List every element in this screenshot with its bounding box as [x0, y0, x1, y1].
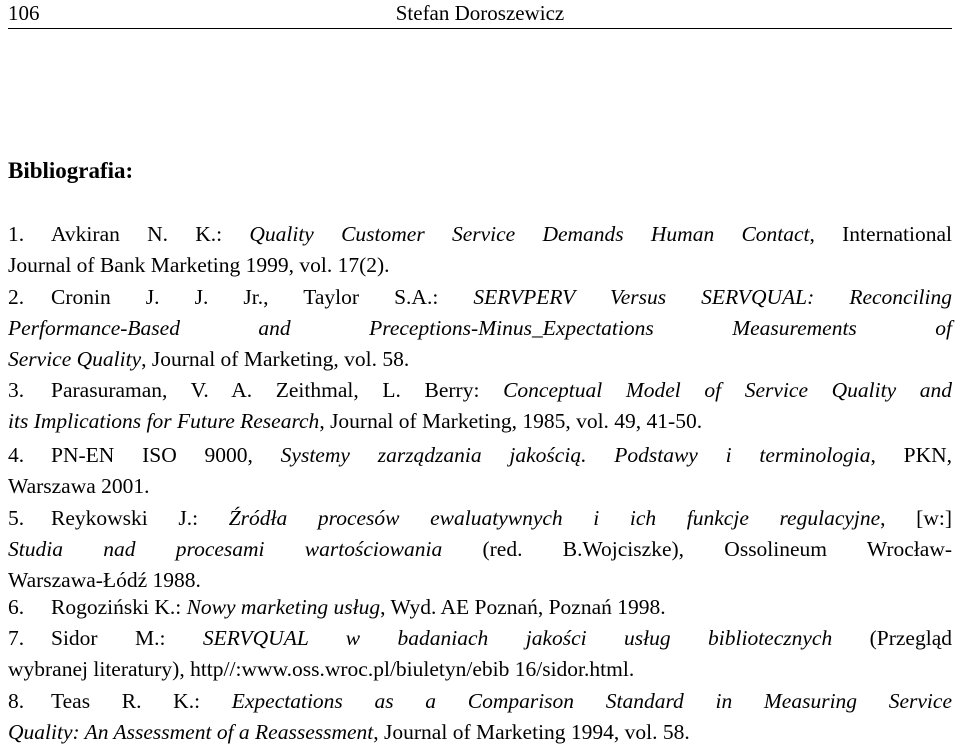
italic-title-text: Conceptual Model of Service Quality and [503, 378, 952, 402]
entry-line [51, 282, 952, 313]
entry-text [8, 686, 952, 748]
entry-text [8, 219, 952, 281]
entry-text-segment: , Journal of Marketing 1994, vol. 58. [373, 720, 690, 744]
entry-line [8, 344, 952, 375]
entry-text-segment: Journal of Bank Marketing 1999, vol. 17(2). [8, 253, 390, 277]
entry-number: 1. [8, 222, 25, 246]
entry-line [8, 654, 952, 685]
entry-line [51, 503, 952, 534]
italic-title-text: Quality Customer Service Demands Human Contact [249, 222, 810, 246]
entry-text [8, 375, 952, 437]
entry-text-segment: Rogoziński K.: [51, 595, 187, 619]
entry-line [51, 686, 952, 717]
italic-title-text: SERVQUAL w badaniach jakości usług bibliotecznych [202, 626, 833, 650]
entry-text [8, 623, 952, 685]
entry-text-segment: wybranej literatury), http//:www.oss.wroc.pl/biuletyn/ebib 16/sidor.html. [8, 657, 635, 681]
entry-text-segment: , International [809, 222, 952, 246]
entry-text-segment: , PKN, [870, 443, 952, 467]
entry-text [8, 503, 952, 596]
entry-number: 7. [8, 626, 25, 650]
entry-line [8, 313, 952, 344]
entry-text-segment: Warszawa 2001. [8, 474, 150, 498]
entry-number: 4. [8, 443, 25, 467]
italic-title-text: Systemy zarządzania jakością. Podstawy i terminologia [280, 443, 871, 467]
entry-line [51, 623, 952, 654]
entry-text-segment: Sidor M.: [51, 626, 203, 650]
entry-line [8, 406, 952, 437]
italic-title-text: Performance-Based and Preceptions-Minus_Expectations Measurements of [8, 316, 952, 340]
entry-text [8, 282, 952, 375]
section-heading: Bibliografia: [8, 158, 134, 183]
running-header [8, 0, 952, 29]
entry-text-segment: Parasuraman, V. A. Zeithmal, L. Berry: [51, 378, 504, 402]
italic-title-text: Nowy marketing usług [186, 595, 381, 619]
entry-number: 6. [8, 595, 25, 619]
entry-text-segment: Cronin J. J. Jr., Taylor S.A.: [51, 285, 474, 309]
entry-line [51, 219, 952, 250]
entry-line [51, 440, 952, 471]
italic-title-text: Expectations as a Comparison Standard in Measuring Service [231, 689, 952, 713]
italic-title-text: SERVPERV Versus SERVQUAL: Reconciling [473, 285, 952, 309]
italic-title-text: Studia nad procesami wartościowania [8, 537, 443, 561]
entry-text [8, 440, 952, 502]
entry-line [8, 534, 952, 565]
entry-text-segment: , [w:] [880, 506, 952, 530]
entry-text-segment: (Przegląd [832, 626, 952, 650]
entry-line [8, 471, 952, 502]
entry-text-segment: (red. B.Wojciszke), Ossolineum Wrocław- [442, 537, 952, 561]
entry-line [51, 592, 952, 623]
entry-number: 8. [8, 689, 25, 713]
entry-number: 5. [8, 506, 25, 530]
entry-text [51, 592, 952, 623]
entry-line [8, 250, 952, 281]
entry-text-segment: , Journal of Marketing, 1985, vol. 49, 41-50. [319, 409, 703, 433]
entry-text-segment: Teas R. K.: [51, 689, 232, 713]
entry-line [51, 375, 952, 406]
italic-title-text: Quality: An Assessment of a Reassessment [8, 720, 374, 744]
entry-text-segment: , Wyd. AE Poznań, Poznań 1998. [380, 595, 666, 619]
entry-number: 3. [8, 378, 25, 402]
entry-text-segment: , Journal of Marketing, vol. 58. [141, 347, 410, 371]
entry-text-segment: PN-EN ISO 9000, [51, 443, 281, 467]
italic-title-text: its Implications for Future Research [8, 409, 320, 433]
running-title: Stefan Doroszewicz [395, 1, 565, 25]
italic-title-text: Service Quality [8, 347, 142, 371]
entry-text-segment: Reykowski J.: [51, 506, 229, 530]
italic-title-text: Źródła procesów ewaluatywnych i ich funkcje regulacyjne [228, 506, 881, 530]
entry-text-segment: Avkiran N. K.: [51, 222, 250, 246]
entry-line [8, 717, 952, 748]
page-number: 106 [8, 1, 40, 25]
entry-number: 2. [8, 285, 25, 309]
entry-text-segment: Warszawa-Łódź 1988. [8, 568, 201, 592]
